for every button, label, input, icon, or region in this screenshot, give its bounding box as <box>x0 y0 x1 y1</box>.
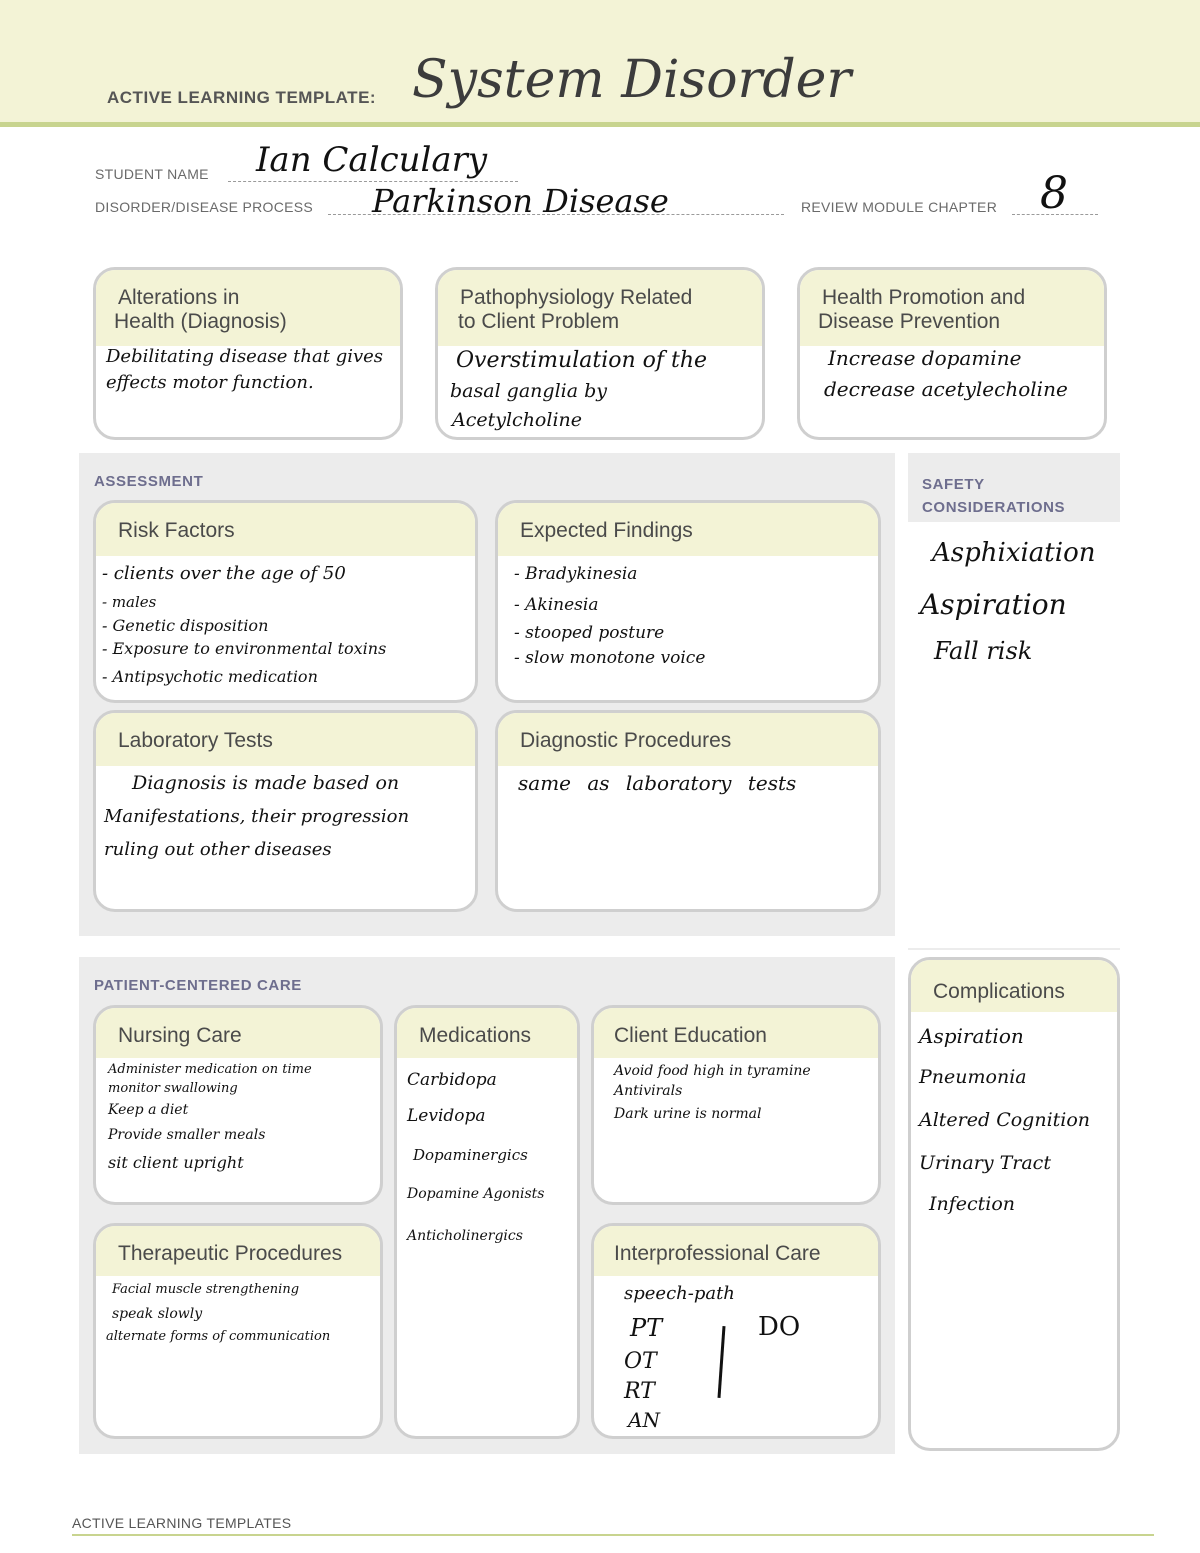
chapter-label: REVIEW MODULE CHAPTER <box>801 199 998 215</box>
client-education-item: Antivirals <box>614 1083 683 1099</box>
footer-text: ACTIVE LEARNING TEMPLATES <box>72 1515 292 1531</box>
risk-factor-item: - Genetic disposition <box>102 616 269 635</box>
nursing-care-card[interactable] <box>93 1005 383 1205</box>
nursing-care-item: sit client upright <box>108 1153 244 1172</box>
therapeutic-item: Facial muscle strengthening <box>112 1282 300 1297</box>
complication-item: Urinary Tract <box>919 1152 1051 1174</box>
expected-findings-title: Expected Findings <box>498 503 878 556</box>
client-education-title: Client Education <box>594 1008 878 1058</box>
expected-finding-item: - slow monotone voice <box>514 648 706 668</box>
health-promotion-title-2: Disease Prevention <box>818 310 1001 333</box>
alterations-title-2: Health (Diagnosis) <box>114 310 287 333</box>
complication-item: Pneumonia <box>919 1066 1027 1088</box>
laboratory-tests-card[interactable] <box>93 710 478 912</box>
assessment-label: ASSESSMENT <box>94 473 204 490</box>
medication-item: Dopaminergics <box>413 1146 528 1164</box>
client-education-item: Dark urine is normal <box>614 1106 762 1122</box>
alterations-card[interactable] <box>93 267 403 440</box>
lab-test-line: Manifestations, their progression <box>104 806 410 827</box>
medication-item: Carbidopa <box>407 1070 497 1090</box>
therapeutic-item: alternate forms of communication <box>106 1329 331 1344</box>
nursing-care-item: Administer medication on time <box>108 1062 312 1077</box>
interprofessional-care-title: Interprofessional Care <box>594 1226 878 1276</box>
template-prefix: ACTIVE LEARNING TEMPLATE: <box>107 88 377 107</box>
medication-item: Levidopa <box>407 1106 486 1126</box>
lab-test-line: Diagnosis is made based on <box>132 772 400 794</box>
footer-line <box>72 1534 1154 1536</box>
nursing-care-item: monitor swallowing <box>108 1081 238 1096</box>
interprofessional-item: OT <box>624 1349 657 1374</box>
safety-item: Fall risk <box>934 637 1033 665</box>
complication-item: Altered Cognition <box>919 1109 1091 1131</box>
pathophysiology-line: Acetylcholine <box>452 409 583 431</box>
safety-label-1: SAFETY <box>922 476 985 493</box>
diagnostic-procedures-title: Diagnostic Procedures <box>498 713 878 766</box>
pathophysiology-line: Overstimulation of the <box>456 348 708 373</box>
risk-factor-item: - Exposure to environmental toxins <box>102 639 387 658</box>
expected-findings-card[interactable] <box>495 500 881 703</box>
risk-factors-card[interactable] <box>93 500 478 703</box>
interprofessional-item: PT <box>630 1314 663 1342</box>
diagnostic-procedure-line: same as laboratory tests <box>518 771 797 795</box>
pathophysiology-title-2: to Client Problem <box>458 310 620 333</box>
alterations-title-1: Alterations in <box>118 286 240 309</box>
alterations-line: effects motor function. <box>106 372 314 393</box>
health-promotion-title-1: Health Promotion and <box>822 286 1026 309</box>
medication-item: Anticholinergics <box>407 1228 523 1244</box>
interprofessional-item: speech-path <box>624 1283 735 1304</box>
student-name-label: STUDENT NAME <box>95 166 209 182</box>
alterations-line: Debilitating disease that gives <box>106 346 384 367</box>
safety-label <box>922 473 1065 519</box>
safety-item: Aspiration <box>920 588 1067 621</box>
health-promotion-line: decrease acetylecholine <box>824 377 1068 401</box>
disorder-value[interactable]: Parkinson Disease <box>372 182 669 220</box>
chapter-value[interactable]: 8 <box>1040 168 1068 219</box>
health-promotion-line: Increase dopamine <box>828 346 1022 370</box>
nursing-care-title: Nursing Care <box>96 1008 380 1058</box>
complications-card[interactable] <box>908 957 1120 1451</box>
expected-finding-item: - Akinesia <box>514 595 599 615</box>
pathophysiology-line: basal ganglia by <box>450 380 607 402</box>
therapeutic-procedures-title: Therapeutic Procedures <box>96 1226 380 1276</box>
interprofessional-care-card[interactable] <box>591 1223 881 1439</box>
medications-card[interactable] <box>394 1005 580 1439</box>
student-name-value[interactable]: Ian Calculary <box>256 140 488 180</box>
risk-factor-item: - clients over the age of 50 <box>102 563 346 584</box>
laboratory-tests-title: Laboratory Tests <box>96 713 475 766</box>
expected-finding-item: - Bradykinesia <box>514 564 638 584</box>
risk-factors-title: Risk Factors <box>96 503 475 556</box>
interprofessional-item: DO <box>758 1312 801 1342</box>
therapeutic-item: speak slowly <box>112 1306 203 1322</box>
patient-care-label: PATIENT-CENTERED CARE <box>94 977 302 994</box>
page-title: System Disorder <box>412 50 852 110</box>
diagnostic-procedures-card[interactable] <box>495 710 881 912</box>
therapeutic-procedures-card[interactable] <box>93 1223 383 1439</box>
nursing-care-item: Keep a diet <box>108 1102 189 1118</box>
pathophysiology-title-1: Pathophysiology Related <box>460 286 693 309</box>
complications-title: Complications <box>911 960 1117 1012</box>
complication-item: Aspiration <box>919 1024 1024 1048</box>
client-education-card[interactable] <box>591 1005 881 1205</box>
risk-factor-item: - males <box>102 593 157 611</box>
safety-label-2: CONSIDERATIONS <box>922 499 1066 516</box>
safety-item: Asphixiation <box>932 538 1096 568</box>
expected-finding-item: - stooped posture <box>514 623 665 643</box>
disorder-label: DISORDER/DISEASE PROCESS <box>95 199 314 215</box>
medication-item: Dopamine Agonists <box>407 1186 545 1202</box>
pathophysiology-card[interactable] <box>435 267 765 440</box>
complication-item: Infection <box>929 1193 1016 1215</box>
interprofessional-item: AN <box>628 1408 660 1432</box>
medications-title: Medications <box>397 1008 577 1058</box>
client-education-item: Avoid food high in tyramine <box>614 1063 811 1079</box>
nursing-care-item: Provide smaller meals <box>108 1127 266 1143</box>
risk-factor-item: - Antipsychotic medication <box>102 667 318 686</box>
interprofessional-item: RT <box>624 1379 655 1404</box>
health-promotion-card[interactable] <box>797 267 1107 440</box>
lab-test-line: ruling out other diseases <box>104 839 332 860</box>
